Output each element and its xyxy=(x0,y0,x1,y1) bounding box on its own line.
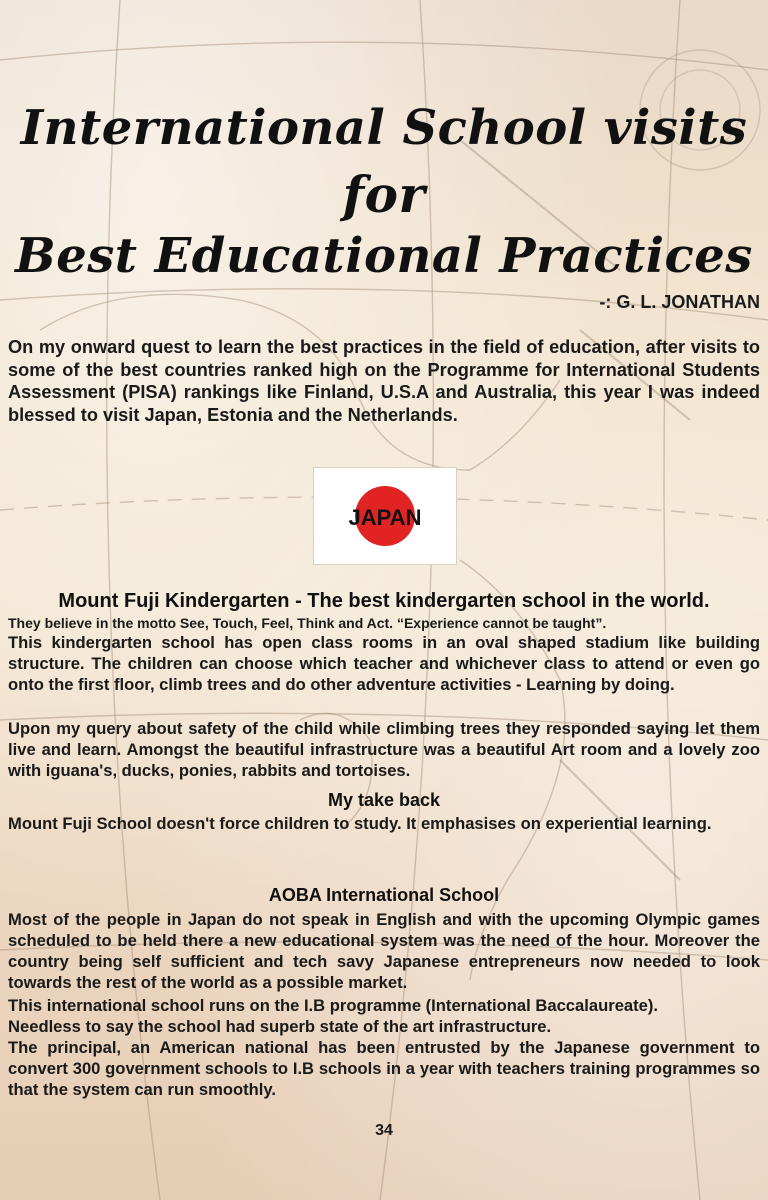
motto-line: They believe in the motto See, Touch, Feel, Think and Act. “Experience cannot be taught”. xyxy=(8,615,607,631)
intro-paragraph: On my onward quest to learn the best practices in the field of education, after visits to some of the best countries ranked high on the Programme for International Students Assessment (PISA) rankings like Finland, U.S.A and Australia, this year I was indeed blessed to visit Japan, Estonia and the Netherlands. xyxy=(8,337,760,425)
take-back-paragraph: Mount Fuji School doesn't force children to study. It emphasises on experiential learning. xyxy=(8,814,712,833)
title-line-3: Best Educational Practices xyxy=(15,228,753,284)
mount-fuji-paragraph-1: This kindergarten school has open class rooms in an oval shaped stadium like building structure. The children can choose which teacher and whichever class to attend or even go onto the first floor, climb trees and do other adventure activities - Learning by doing. xyxy=(8,633,760,694)
aoba-paragraph-4: The principal, an American national has been entrusted by the Japanese government to convert 300 government schools to I.B schools in a year with teachers training programmes so that the system can run smoothly. xyxy=(8,1038,760,1099)
aoba-paragraph-1: Most of the people in Japan do not speak in English and with the upcoming Olympic games scheduled to be held there a new educational system was the need of the hour. Moreover the country being self sufficient and tech savy Japanese entrepreneurs now needed to look towards the rest of the world as a possible market. xyxy=(8,910,760,992)
page-number: 34 xyxy=(375,1122,393,1139)
author-byline: -: G. L. JONATHAN xyxy=(599,292,760,312)
aoba-paragraph-2: This international school runs on the I.B programme (International Baccalaureate). xyxy=(8,996,659,1015)
section-heading-aoba: AOBA International School xyxy=(268,885,500,905)
title-line-2: for xyxy=(342,165,426,224)
flag-label: JAPAN xyxy=(348,505,422,530)
mount-fuji-paragraph-2: Upon my query about safety of the child while climbing trees they responded saying let them live and learn. Amongst the beautiful infrastructure was a beautiful Art room and a lovely zoo with iguana's, ducks, ponies, rabbits and tortoises. xyxy=(8,719,760,780)
section-heading-mount-fuji: Mount Fuji Kindergarten - The best kindergarten school in the world. xyxy=(58,590,710,612)
section-heading-take-back: My take back xyxy=(327,790,441,810)
japan-flag-image xyxy=(313,467,457,565)
aoba-paragraph-3: Needless to say the school had superb state of the art infrastructure. xyxy=(8,1017,552,1036)
title-line-1: International School visits xyxy=(20,100,748,156)
